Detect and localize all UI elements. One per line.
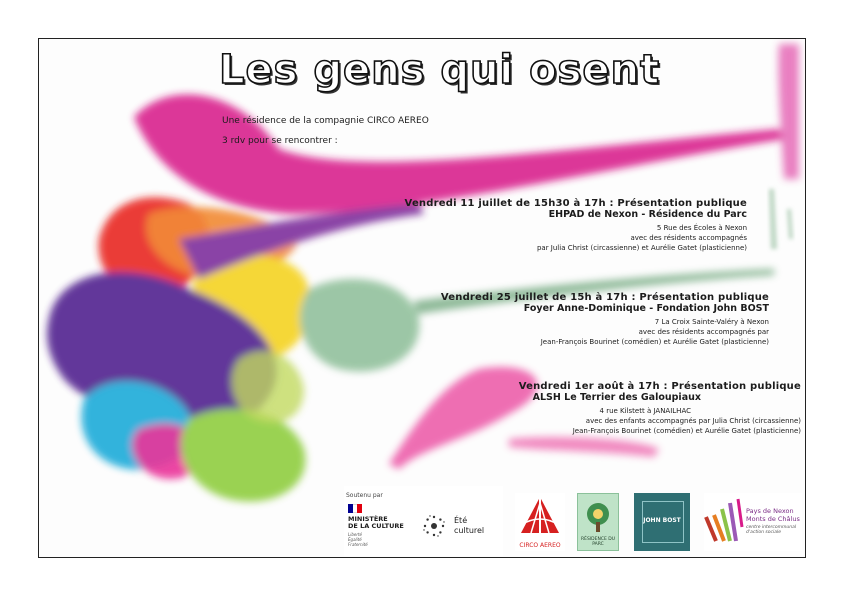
ministere-logo-text: MINISTÈRE DE LA CULTURE [348,515,404,530]
devise-text: Liberté Égalité Fraternité [348,532,368,547]
event-1-with2: par Julia Christ (circassienne) et Aurélie Gatet (plasticienne) [536,244,747,252]
ete-culturel-label: Été culturel [454,516,485,535]
poster [38,38,806,558]
circus-tent-icon [515,493,565,539]
event-2 [441,292,769,347]
john-bost-label: JOHN BOST [643,517,681,524]
marianne-flag-icon [348,504,362,513]
poster-title: Les gens qui osent [219,47,661,93]
event-2-address: 7 La Croix Sainte-Valéry à Nexon [654,318,769,326]
pays-nexon-logo [704,493,802,551]
residence-label: RÉSIDENCE DU PARC [580,537,615,547]
event-2-with1: avec des résidents accompagnés par [638,328,769,336]
tree-icon [578,498,618,538]
event-1-venue: EHPAD de Nexon - Résidence du Parc [548,209,747,220]
event-1-with1: avec des résidents accompagnés [630,234,747,242]
soutenu-label: Soutenu par [346,492,383,499]
soutenu-block [344,486,503,556]
event-3-with2: Jean-François Bourinet (comédien) et Aurélie Gatet (plasticienne) [572,427,801,435]
event-1-address: 5 Rue des Écoles à Nexon [656,224,747,232]
event-3 [519,381,801,436]
intro-rdv: 3 rdv pour se rencontrer : [222,136,338,146]
circo-aereo-label: CIRCO AEREO [519,542,561,549]
event-3-head: Vendredi 1er août à 17h : Présentation publique [518,381,801,392]
event-3-venue: ALSH Le Terrier des Galoupiaux [532,392,701,403]
pays-stripes-icon [704,497,744,547]
event-1 [405,198,747,253]
event-2-venue: Foyer Anne-Dominique - Fondation John BOST [523,303,769,314]
residence-du-parc-logo [577,493,619,551]
john-bost-logo [634,493,690,551]
ete-culturel-icon [422,514,446,538]
pays-sub-label: centre intercommunal d'action sociale [746,525,797,535]
event-2-with2: Jean-François Bourinet (comédien) et Aurélie Gatet (plasticienne) [540,338,769,346]
pays-label: Pays de Nexon Monts de Châlus [746,507,800,523]
event-3-with1: avec des enfants accompagnés par Julia Christ (circassienne) [585,417,801,425]
event-2-head: Vendredi 25 juillet de 15h à 17h : Présentation publique [440,292,769,303]
event-1-head: Vendredi 11 juillet de 15h30 à 17h : Présentation publique [404,198,747,209]
circo-aereo-logo [515,493,565,551]
intro-company: Une résidence de la compagnie CIRCO AEREO [222,116,429,126]
event-3-address: 4 rue Kilstett à JANAILHAC [599,407,691,415]
